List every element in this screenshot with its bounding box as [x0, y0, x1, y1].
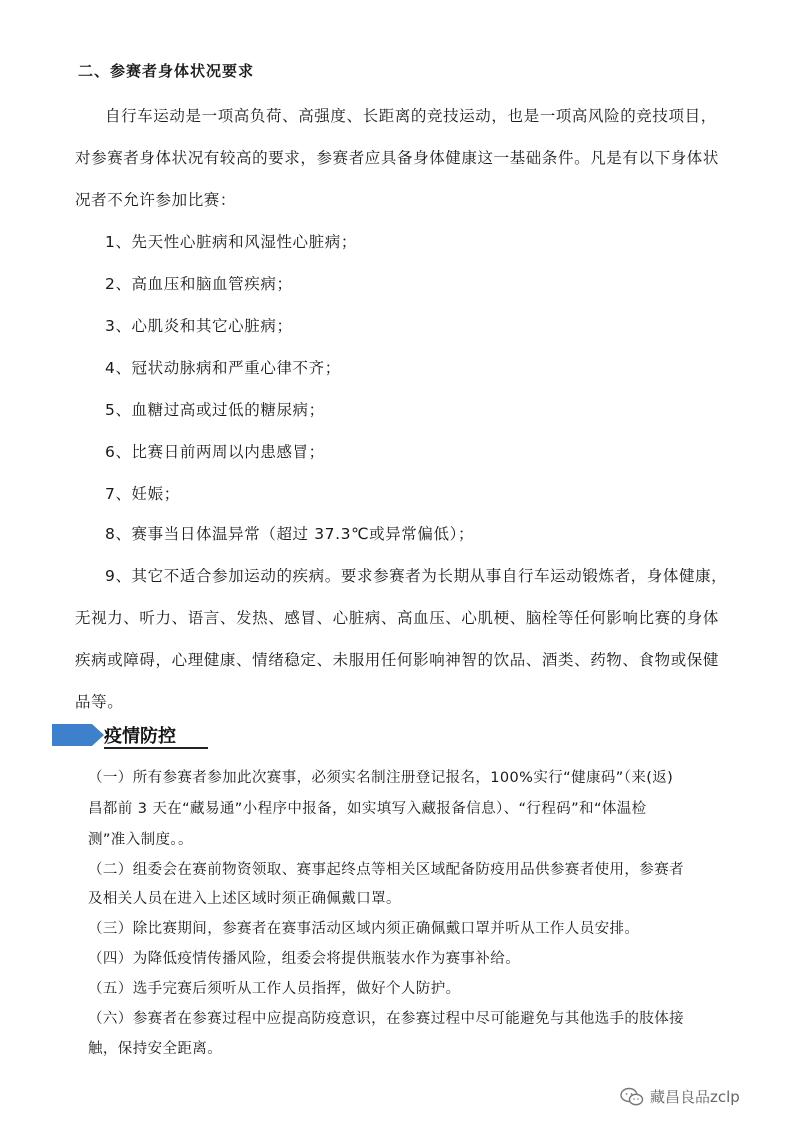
list-item: 8、赛事当日体温异常（超过 37.3℃或异常偏低）； [105, 525, 475, 543]
list-item: 4、冠状动脉病和严重心律不齐； [105, 359, 341, 377]
list-item-continuation: 品等。 [75, 693, 124, 711]
epidemic-line: （二）组委会在赛前物资领取、赛事起终点等相关区域配备防疫用品供参赛者使用，参赛者 [88, 862, 684, 878]
epidemic-line: 及相关人员在进入上述区域时须正确佩戴口罩。 [88, 891, 401, 907]
epidemic-line: （五）选手完赛后须听从工作人员指挥，做好个人防护。 [88, 981, 461, 997]
epidemic-line: 昌都前 3 天在“藏易通”小程序中报备，如实填写入藏报备信息）、“行程码”和“体温检 [88, 801, 647, 817]
epidemic-line: （三）除比赛期间，参赛者在赛事活动区域内须正确佩戴口罩并听从工作人员安排。 [88, 921, 640, 937]
epidemic-line: 触，保持安全距离。 [88, 1041, 223, 1057]
epidemic-line: （一）所有参赛者参加此次赛事，必须实名制注册登记报名，100%实行“健康码”（来(返) [88, 770, 674, 786]
list-item: 6、比赛日前两周以内患感冒； [105, 443, 325, 461]
list-item: 5、血糖过高或过低的糖尿病； [105, 401, 325, 419]
epidemic-line: （六）参赛者在参赛过程中应提高防疫意识，在参赛过程中尽可能避免与其他选手的肢体接 [88, 1011, 684, 1027]
section-title: 二、参赛者身体状况要求 [78, 62, 255, 80]
title-underline [104, 747, 208, 749]
watermark [620, 1086, 740, 1107]
intro-line-3: 况者不允许参加比赛： [75, 191, 237, 209]
intro-line-2: 对参赛者身体状况有较高的要求，参赛者应具备身体健康这一基础条件。凡是有以下身体状 [75, 149, 720, 167]
list-item: 2、高血压和脑血管疾病； [105, 275, 293, 293]
wechat-icon [620, 1087, 644, 1107]
banner-arrow-icon [52, 724, 104, 746]
list-item: 7、妊娠； [105, 485, 180, 503]
watermark-text: 藏昌良品zclp [650, 1088, 740, 1106]
epidemic-line: 测”准入制度。。 [88, 832, 193, 848]
epidemic-line: （四）为降低疫情传播风险，组委会将提供瓶装水作为赛事补给。 [88, 951, 521, 967]
list-item: 9、其它不适合参加运动的疾病。要求参赛者为长期从事自行车运动锻炼者，身体健康， [105, 567, 728, 585]
list-item: 1、先天性心脏病和风湿性心脏病； [105, 233, 357, 251]
list-item-continuation: 疾病或障碍，心理健康、情绪稳定、未服用任何影响神智的饮品、酒类、药物、食物或保健 [75, 651, 720, 669]
list-item: 3、心肌炎和其它心脏病； [105, 317, 293, 335]
epidemic-title: 疫情防控 [104, 726, 176, 747]
list-item-continuation: 无视力、听力、语言、发热、感冒、心脏病、高血压、心肌梗、脑栓等任何影响比赛的身体 [75, 609, 720, 627]
intro-line-1: 自行车运动是一项高负荷、高强度、长距离的竞技运动，也是一项高风险的竞技项目， [105, 107, 717, 125]
